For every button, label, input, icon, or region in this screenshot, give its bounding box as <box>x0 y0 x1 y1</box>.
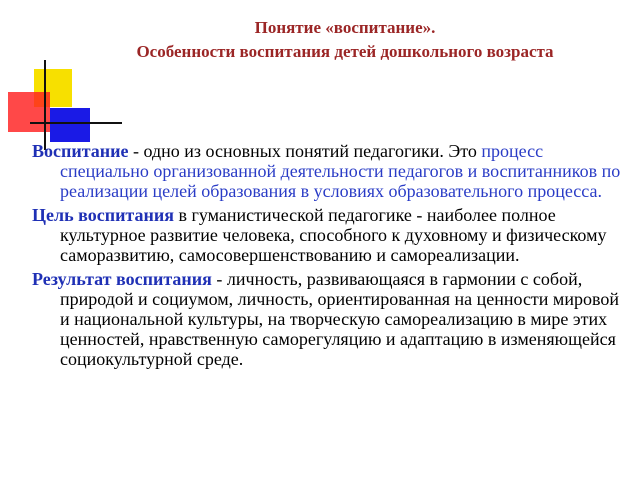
vertical-line <box>44 60 46 150</box>
term-result: Результат воспитания <box>32 269 212 289</box>
horizontal-line <box>30 122 122 124</box>
slide-body <box>32 141 628 373</box>
paragraph-result <box>32 269 628 369</box>
blue-square <box>50 108 90 142</box>
paragraph-upbringing <box>32 141 628 201</box>
title-line-2: Особенности воспитания детей дошкольного возраста <box>136 42 554 61</box>
paragraph-text: в гуманистической педагогике - наиболее полное культурное развитие человека, способного к духовному и физическому саморазвитию, самосовершенствованию и самореализации. <box>60 205 607 265</box>
paragraph-goal <box>32 205 628 265</box>
title-line-1: Понятие «воспитание». <box>254 18 436 37</box>
term-upbringing: Воспитание <box>32 141 129 161</box>
paragraph-text: - личность, развивающаяся в гармонии с собой, природой и социумом, личность, ориентированная на ценности мировой и национальной культуры, на творческую самореализацию в мире этих ценностей, нравственную саморегуляцию и адаптацию в изменяющейся социокультурной среде. <box>60 269 619 369</box>
highlighted-definition: процесс специально организованной деятельности педагогов и воспитанников по реализации целей образования в условиях образовательного процесса. <box>60 141 621 201</box>
paragraph-text: - одно из основных понятий педагогики. Это <box>128 141 482 161</box>
term-goal: Цель воспитания <box>32 205 174 225</box>
slide-title <box>60 16 630 64</box>
